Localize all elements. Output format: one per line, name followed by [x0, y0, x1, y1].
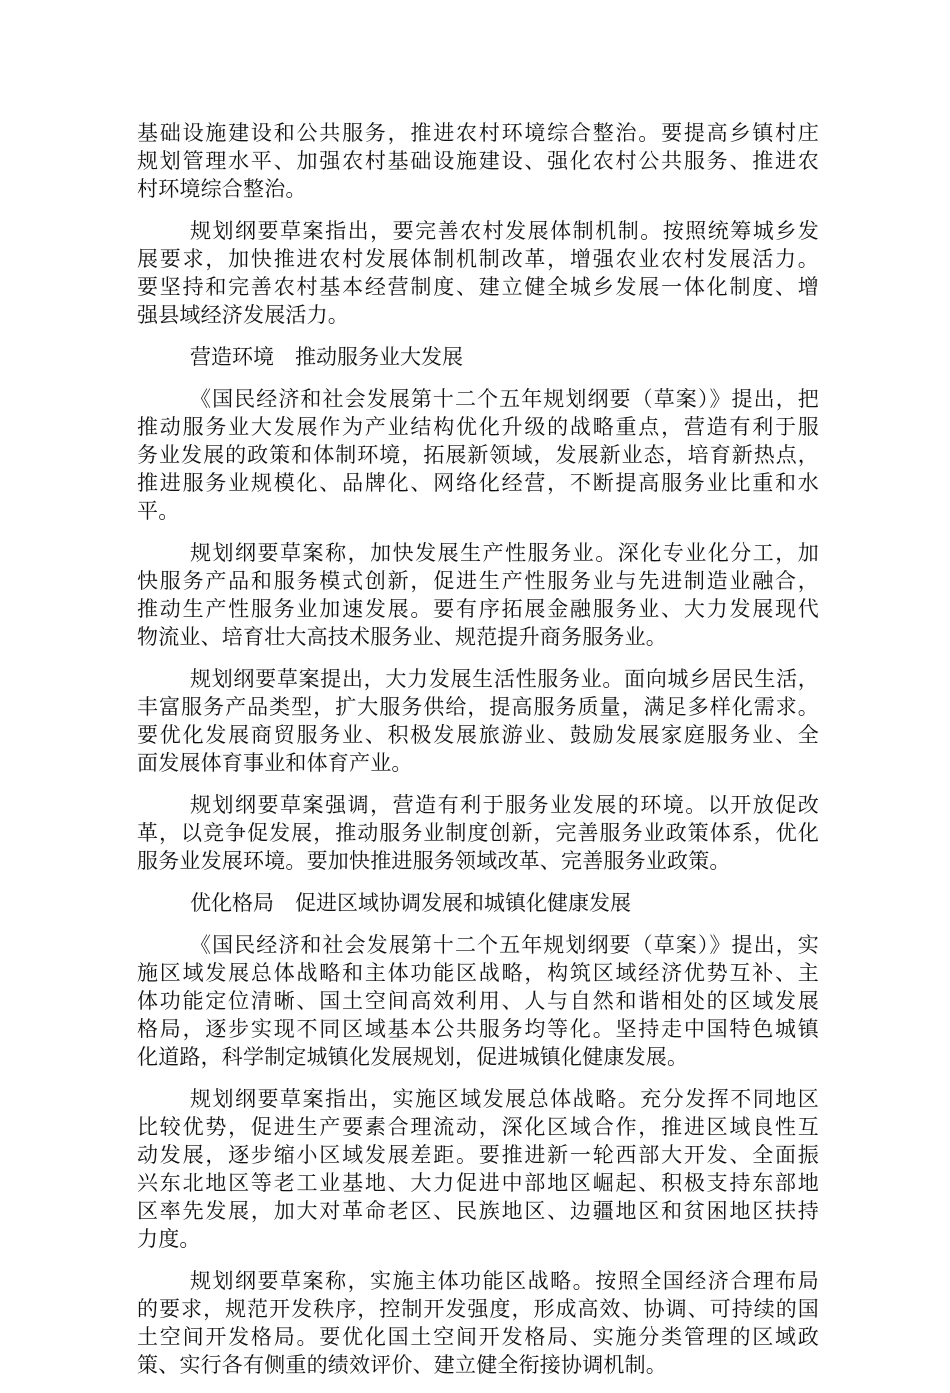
- paragraph: [137, 539, 819, 651]
- paragraph-line: 展要求，加快推进农村发展体制机制改革，增强农业农村发展活力。: [137, 247, 819, 271]
- paragraph-line: 规划纲要草案强调，营造有利于服务业发展的环境。以开放促改: [190, 793, 819, 817]
- paragraph-line: 革，以竞争促发展，推动服务业制度创新，完善服务业政策体系，优化: [137, 821, 819, 845]
- paragraph-line: 规划纲要草案称，实施主体功能区战略。按照全国经济合理布局: [190, 1269, 819, 1293]
- paragraph: [137, 1267, 819, 1379]
- paragraph-line: 区率先发展，加大对革命老区、民族地区、边疆地区和贫困地区扶持: [137, 1199, 819, 1223]
- paragraph-line: 面发展体育事业和体育产业。: [137, 751, 413, 775]
- paragraph-line: 规划纲要草案指出，实施区域发展总体战略。充分发挥不同地区: [190, 1087, 819, 1111]
- paragraph-line: 务业发展的政策和体制环境，拓展新领域，发展新业态，培育新热点，: [137, 443, 819, 467]
- section-heading: 优化格局 促进区域协调发展和城镇化健康发展: [190, 891, 631, 915]
- paragraph-line: 规划纲要草案指出，要完善农村发展体制机制。按照统筹城乡发: [190, 219, 819, 243]
- paragraph-line: 比较优势，促进生产要素合理流动，深化区域合作，推进区域良性互: [137, 1115, 819, 1139]
- paragraph-line: 规划纲要草案称，加快发展生产性服务业。深化专业化分工，加: [190, 541, 819, 565]
- paragraph-line: 化道路，科学制定城镇化发展规划，促进城镇化健康发展。: [137, 1045, 689, 1069]
- paragraph-line: 兴东北地区等老工业基地、大力促进中部地区崛起、积极支持东部地: [137, 1171, 819, 1195]
- paragraph: [137, 931, 819, 1071]
- paragraph: [137, 217, 819, 329]
- paragraph-line: 要优化发展商贸服务业、积极发展旅游业、鼓励发展家庭服务业、全: [137, 723, 819, 747]
- paragraph-line: 规划纲要草案提出，大力发展生活性服务业。面向城乡居民生活，: [190, 667, 819, 691]
- paragraph-line: 丰富服务产品类型，扩大服务供给，提高服务质量，满足多样化需求。: [137, 695, 819, 719]
- paragraph-line: 动发展，逐步缩小区域发展差距。要推进新一轮西部大开发、全面振: [137, 1143, 819, 1167]
- paragraph-line: 土空间开发格局。要优化国土空间开发格局、实施分类管理的区域政: [137, 1325, 819, 1349]
- paragraph: [137, 119, 819, 203]
- paragraph-line: 体功能定位清晰、国土空间高效利用、人与自然和谐相处的区域发展: [137, 989, 819, 1013]
- paragraph: [137, 1085, 819, 1253]
- paragraph-line: 推动服务业大发展作为产业结构优化升级的战略重点，营造有利于服: [137, 415, 819, 439]
- paragraph-line: 施区域发展总体战略和主体功能区战略，构筑区域经济优势互补、主: [137, 961, 819, 985]
- paragraph-line: 推进服务业规模化、品牌化、网络化经营，不断提高服务业比重和水: [137, 471, 819, 495]
- paragraph-line: 服务业发展环境。要加快推进服务领域改革、完善服务业政策。: [137, 849, 731, 873]
- paragraph-line: 快服务产品和服务模式创新，促进生产性服务业与先进制造业融合，: [137, 569, 819, 593]
- paragraph-line: 平。: [137, 499, 180, 523]
- paragraph-line: 《国民经济和社会发展第十二个五年规划纲要（草案）》提出，把: [190, 387, 819, 411]
- paragraph-line: 策、实行各有侧重的绩效评价、建立健全衔接协调机制。: [137, 1353, 667, 1377]
- document-page: [137, 119, 819, 1393]
- paragraph-line: 推动生产性服务业加速发展。要有序拓展金融服务业、大力发展现代: [137, 597, 819, 621]
- paragraph-line: 力度。: [137, 1227, 201, 1251]
- paragraph-line: 强县域经济发展活力。: [137, 303, 349, 327]
- paragraph: [137, 665, 819, 777]
- paragraph-line: 基础设施建设和公共服务，推进农村环境综合整治。要提高乡镇村庄: [137, 121, 819, 145]
- paragraph-line: 物流业、培育壮大高技术服务业、规范提升商务服务业。: [137, 625, 667, 649]
- section-heading: 营造环境 推动服务业大发展: [190, 345, 463, 369]
- paragraph: [137, 791, 819, 875]
- paragraph-line: 要坚持和完善农村基本经营制度、建立健全城乡发展一体化制度、增: [137, 275, 819, 299]
- paragraph-line: 的要求，规范开发秩序，控制开发强度，形成高效、协调、可持续的国: [137, 1297, 819, 1321]
- paragraph-line: 规划管理水平、加强农村基础设施建设、强化农村公共服务、推进农: [137, 149, 819, 173]
- paragraph-line: 格局，逐步实现不同区域基本公共服务均等化。坚持走中国特色城镇: [137, 1017, 819, 1041]
- paragraph: [137, 385, 819, 525]
- paragraph-line: 村环境综合整治。: [137, 177, 307, 201]
- paragraph-line: 《国民经济和社会发展第十二个五年规划纲要（草案）》提出，实: [190, 933, 819, 957]
